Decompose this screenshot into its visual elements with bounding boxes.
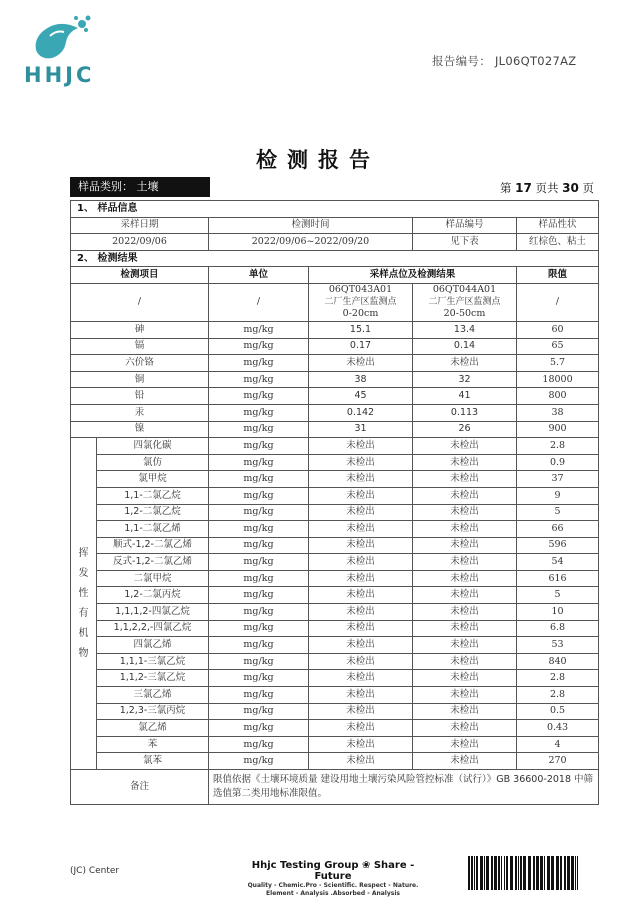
result-cell-point1: 未检出 <box>309 670 413 687</box>
result-cell-point2: 未检出 <box>413 471 517 488</box>
result-cell-point1: 未检出 <box>309 438 413 455</box>
barcode-bar <box>491 856 493 890</box>
item-cell: 1,2,3-三氯丙烷 <box>97 703 209 720</box>
table-row <box>71 554 599 571</box>
item-cell: 砷 <box>71 321 209 338</box>
unit-cell: mg/kg <box>209 388 309 405</box>
table-row <box>71 687 599 704</box>
logo-text: HHJC <box>24 63 95 87</box>
item-cell: 四氯化碳 <box>97 438 209 455</box>
table-row <box>71 570 599 587</box>
table-row <box>71 620 599 637</box>
item-cell: 氯仿 <box>97 454 209 471</box>
unit-cell: mg/kg <box>209 653 309 670</box>
table-row <box>71 321 599 338</box>
result-cell-point1: 未检出 <box>309 653 413 670</box>
table-row <box>71 454 599 471</box>
result-cell-point1: 未检出 <box>309 487 413 504</box>
unit-cell: mg/kg <box>209 604 309 621</box>
result-cell-point2: 未检出 <box>413 570 517 587</box>
barcode-bar <box>510 856 513 890</box>
sample-property-value: 红棕色、粘土 <box>517 234 599 251</box>
unit-cell: mg/kg <box>209 421 309 438</box>
item-cell: 反式-1,2-二氯乙烯 <box>97 554 209 571</box>
result-cell-point1: 未检出 <box>309 355 413 372</box>
table-row <box>71 487 599 504</box>
unit-cell: mg/kg <box>209 736 309 753</box>
barcode-bar <box>480 856 483 890</box>
point2-depth: 20-50cm <box>443 308 486 320</box>
result-cell-point2: 未检出 <box>413 554 517 571</box>
unit-cell: mg/kg <box>209 570 309 587</box>
result-cell-point2: 13.4 <box>413 321 517 338</box>
limit-cell: 6.8 <box>517 620 599 637</box>
result-cell-point2: 32 <box>413 371 517 388</box>
item-cell: 镉 <box>71 338 209 355</box>
unit-cell: mg/kg <box>209 554 309 571</box>
result-cell-point1: 0.17 <box>309 338 413 355</box>
point2-location: 二厂生产区监测点 <box>428 297 501 308</box>
item-cell: 三氯乙烯 <box>97 687 209 704</box>
result-cell-point2: 未检出 <box>413 670 517 687</box>
item-cell: 苯 <box>97 736 209 753</box>
voc-category-char: 有 <box>78 607 89 619</box>
col-header-unit: 单位 <box>209 267 309 284</box>
result-cell-point2: 未检出 <box>413 736 517 753</box>
limit-cell: 0.9 <box>517 454 599 471</box>
limit-cell: 840 <box>517 653 599 670</box>
result-cell-point2: 未检出 <box>413 504 517 521</box>
barcode-icon <box>468 856 578 890</box>
table-row <box>71 404 599 421</box>
result-cell-point1: 未检出 <box>309 720 413 737</box>
item-cell: 1,1,2-三氯乙烷 <box>97 670 209 687</box>
voc-category-char: 发 <box>78 567 89 579</box>
barcode-bar <box>515 856 517 890</box>
result-cell-point2: 未检出 <box>413 454 517 471</box>
result-cell-point2: 未检出 <box>413 703 517 720</box>
unit-cell: mg/kg <box>209 371 309 388</box>
unit-cell: mg/kg <box>209 703 309 720</box>
item-cell: 顺式-1,2-二氯乙烯 <box>97 537 209 554</box>
result-cell-point1: 未检出 <box>309 637 413 654</box>
result-cell-point2: 未检出 <box>413 487 517 504</box>
barcode-bar <box>476 856 478 890</box>
unit-cell: mg/kg <box>209 355 309 372</box>
limit-cell: 0.43 <box>517 720 599 737</box>
voc-category-char: 物 <box>78 647 89 659</box>
result-cell-point1: 未检出 <box>309 554 413 571</box>
voc-category-char: 机 <box>78 627 89 639</box>
result-cell-point1: 未检出 <box>309 454 413 471</box>
current-page: 17 <box>515 181 532 195</box>
table-row <box>71 637 599 654</box>
col-header-limit: 限值 <box>517 267 599 284</box>
sub-item: / <box>71 283 209 321</box>
result-cell-point1: 未检出 <box>309 504 413 521</box>
limit-cell: 54 <box>517 554 599 571</box>
page-title: 检测报告 <box>256 148 380 172</box>
unit-cell: mg/kg <box>209 338 309 355</box>
sampling-point-1 <box>309 283 413 321</box>
limit-cell: 5 <box>517 504 599 521</box>
result-cell-point1: 未检出 <box>309 570 413 587</box>
sample-category-label: 样品类别： 土壤 <box>70 177 210 197</box>
table-row <box>71 587 599 604</box>
unit-cell: mg/kg <box>209 471 309 488</box>
result-cell-point1: 未检出 <box>309 521 413 538</box>
report-number: 报告编号： JL06QT027AZ <box>432 54 577 68</box>
result-cell-point1: 未检出 <box>309 753 413 770</box>
limit-cell: 5.7 <box>517 355 599 372</box>
sampling-point-2 <box>413 283 517 321</box>
sample-id-value: 见下表 <box>413 234 517 251</box>
item-cell: 氯乙烯 <box>97 720 209 737</box>
item-cell: 1,1,1-三氯乙烷 <box>97 653 209 670</box>
limit-cell: 2.8 <box>517 687 599 704</box>
barcode-bar <box>571 856 574 890</box>
table-row <box>71 438 599 455</box>
result-cell-point2: 未检出 <box>413 604 517 621</box>
result-cell-point2: 未检出 <box>413 537 517 554</box>
result-cell-point2: 未检出 <box>413 587 517 604</box>
report-table <box>70 200 599 805</box>
item-cell: 氯苯 <box>97 753 209 770</box>
result-cell-point2: 未检出 <box>413 753 517 770</box>
limit-cell: 616 <box>517 570 599 587</box>
unit-cell: mg/kg <box>209 587 309 604</box>
footer-slogan-title: Hhjc Testing Group ❀ Share - Future <box>251 860 415 882</box>
limit-cell: 37 <box>517 471 599 488</box>
result-cell-point2: 未检出 <box>413 620 517 637</box>
limit-cell: 53 <box>517 637 599 654</box>
unit-cell: mg/kg <box>209 404 309 421</box>
results-section: 2、 检测结果 <box>71 250 599 267</box>
test-period-value: 2022/09/06~2022/09/20 <box>209 234 413 251</box>
limit-cell: 38 <box>517 404 599 421</box>
page-middle: 页共 <box>535 181 559 195</box>
result-cell-point2: 26 <box>413 421 517 438</box>
footer-slogan <box>238 860 428 898</box>
result-cell-point2: 41 <box>413 388 517 405</box>
limit-cell: 270 <box>517 753 599 770</box>
limit-cell: 10 <box>517 604 599 621</box>
barcode-bar <box>533 856 535 890</box>
barcode-bar <box>540 856 543 890</box>
table-row <box>71 720 599 737</box>
total-pages: 30 <box>562 181 579 195</box>
point1-location: 二厂生产区监测点 <box>324 297 397 308</box>
barcode-bar <box>556 856 559 890</box>
limit-cell: 900 <box>517 421 599 438</box>
limit-cell: 0.5 <box>517 703 599 720</box>
result-cell-point1: 0.142 <box>309 404 413 421</box>
table-row <box>71 753 599 770</box>
sample-info-header: 样品编号 <box>413 217 517 234</box>
limit-cell: 65 <box>517 338 599 355</box>
result-cell-point1: 未检出 <box>309 537 413 554</box>
result-cell-point2: 未检出 <box>413 521 517 538</box>
item-cell: 氯甲烷 <box>97 471 209 488</box>
unit-cell: mg/kg <box>209 637 309 654</box>
barcode-bar <box>468 856 470 890</box>
barcode-bar <box>564 856 566 890</box>
unit-cell: mg/kg <box>209 753 309 770</box>
unit-cell: mg/kg <box>209 720 309 737</box>
sample-date-value: 2022/09/06 <box>71 234 209 251</box>
table-row <box>71 355 599 372</box>
barcode-bar <box>560 856 562 890</box>
barcode-bar <box>536 856 539 890</box>
footer-slogan-line2: Element - Analysis .Absorbed - Analysis <box>266 890 400 897</box>
barcode-bar <box>498 856 500 890</box>
result-cell-point1: 未检出 <box>309 604 413 621</box>
result-cell-point1: 45 <box>309 388 413 405</box>
note-text: 限值依据《土壤环境质量 建设用地土壤污染风险管控标准（试行）》GB 36600-2018 中筛选值第二类用地标准限值。 <box>209 770 599 805</box>
limit-cell: 2.8 <box>517 438 599 455</box>
result-cell-point2: 未检出 <box>413 355 517 372</box>
item-cell: 1,1-二氯乙烯 <box>97 521 209 538</box>
result-cell-point1: 未检出 <box>309 620 413 637</box>
barcode-bar <box>484 856 485 890</box>
table-row <box>71 736 599 753</box>
result-cell-point2: 未检出 <box>413 438 517 455</box>
item-cell: 四氯乙烯 <box>97 637 209 654</box>
barcode-bar <box>486 856 489 890</box>
point1-depth: 0-20cm <box>342 308 379 320</box>
limit-cell: 596 <box>517 537 599 554</box>
unit-cell: mg/kg <box>209 537 309 554</box>
voc-category-char: 挥 <box>78 547 89 559</box>
item-cell: 汞 <box>71 404 209 421</box>
sample-info-header: 样品性状 <box>517 217 599 234</box>
footer-center-label: (JC) Center <box>70 866 120 876</box>
voc-category-char: 性 <box>78 587 89 599</box>
result-cell-point1: 31 <box>309 421 413 438</box>
barcode-bar <box>471 856 473 890</box>
unit-cell: mg/kg <box>209 521 309 538</box>
page-indicator <box>500 180 594 196</box>
barcode-bar <box>474 856 475 890</box>
result-cell-point1: 未检出 <box>309 471 413 488</box>
limit-cell: 2.8 <box>517 670 599 687</box>
result-cell-point2: 未检出 <box>413 687 517 704</box>
table-row <box>71 388 599 405</box>
sub-unit: / <box>209 283 309 321</box>
unit-cell: mg/kg <box>209 620 309 637</box>
barcode-bar <box>528 856 531 890</box>
result-cell-point2: 未检出 <box>413 653 517 670</box>
unit-cell: mg/kg <box>209 321 309 338</box>
result-cell-point2: 未检出 <box>413 637 517 654</box>
table-row <box>71 537 599 554</box>
barcode-bar <box>506 856 508 890</box>
barcode-bar <box>544 856 545 890</box>
table-row <box>71 504 599 521</box>
result-cell-point2: 未检出 <box>413 720 517 737</box>
barcode-bar <box>501 856 502 890</box>
voc-category-label <box>71 438 97 770</box>
table-row <box>71 521 599 538</box>
item-cell: 1,1-二氯乙烷 <box>97 487 209 504</box>
sample-info-header: 采样日期 <box>71 217 209 234</box>
result-cell-point1: 15.1 <box>309 321 413 338</box>
barcode-bar <box>504 856 505 890</box>
unit-cell: mg/kg <box>209 487 309 504</box>
item-cell: 铅 <box>71 388 209 405</box>
footer-slogan-line1: Quality - Chemic.Pro - Scientific. Respect - Nature. <box>247 882 419 889</box>
barcode-bar <box>551 856 554 890</box>
table-row <box>71 371 599 388</box>
barcode-bar <box>494 856 497 890</box>
limit-cell: 60 <box>517 321 599 338</box>
barcode-bar <box>520 856 522 890</box>
barcode-bar <box>547 856 550 890</box>
sub-limit: / <box>517 283 599 321</box>
limit-cell: 800 <box>517 388 599 405</box>
result-cell-point2: 0.113 <box>413 404 517 421</box>
col-header-item: 检测项目 <box>71 267 209 284</box>
table-row <box>71 703 599 720</box>
barcode-bar <box>523 856 526 890</box>
item-cell: 六价铬 <box>71 355 209 372</box>
result-cell-point2: 0.14 <box>413 338 517 355</box>
sample-info-header: 检测时间 <box>209 217 413 234</box>
item-cell: 铜 <box>71 371 209 388</box>
item-cell: 镍 <box>71 421 209 438</box>
point2-id: 06QT044A01 <box>432 284 497 296</box>
table-row <box>71 338 599 355</box>
page-suffix: 页 <box>582 181 594 195</box>
col-header-results: 采样点位及检测结果 <box>309 267 517 284</box>
unit-cell: mg/kg <box>209 504 309 521</box>
result-cell-point1: 38 <box>309 371 413 388</box>
barcode-bar <box>575 856 576 890</box>
barcode-bar <box>518 856 519 890</box>
item-cell: 1,1,2,2,-四氯乙烷 <box>97 620 209 637</box>
item-cell: 1,1,1,2-四氯乙烷 <box>97 604 209 621</box>
limit-cell: 18000 <box>517 371 599 388</box>
table-row <box>71 670 599 687</box>
table-row <box>71 421 599 438</box>
note-label: 备注 <box>71 770 209 805</box>
table-row <box>71 653 599 670</box>
result-cell-point1: 未检出 <box>309 736 413 753</box>
table-row <box>71 471 599 488</box>
sample-info-section: 1、 样品信息 <box>71 201 599 218</box>
result-cell-point1: 未检出 <box>309 687 413 704</box>
barcode-bar <box>567 856 570 890</box>
unit-cell: mg/kg <box>209 438 309 455</box>
limit-cell: 66 <box>517 521 599 538</box>
limit-cell: 9 <box>517 487 599 504</box>
unit-cell: mg/kg <box>209 687 309 704</box>
limit-cell: 5 <box>517 587 599 604</box>
item-cell: 1,2-二氯丙烷 <box>97 587 209 604</box>
page-prefix: 第 <box>499 181 512 195</box>
limit-cell: 4 <box>517 736 599 753</box>
result-cell-point1: 未检出 <box>309 703 413 720</box>
result-cell-point1: 未检出 <box>309 587 413 604</box>
table-row <box>71 604 599 621</box>
item-cell: 二氯甲烷 <box>97 570 209 587</box>
unit-cell: mg/kg <box>209 454 309 471</box>
point1-id: 06QT043A01 <box>328 284 393 296</box>
unit-cell: mg/kg <box>209 670 309 687</box>
barcode-bar <box>577 856 578 890</box>
item-cell: 1,2-二氯乙烷 <box>97 504 209 521</box>
